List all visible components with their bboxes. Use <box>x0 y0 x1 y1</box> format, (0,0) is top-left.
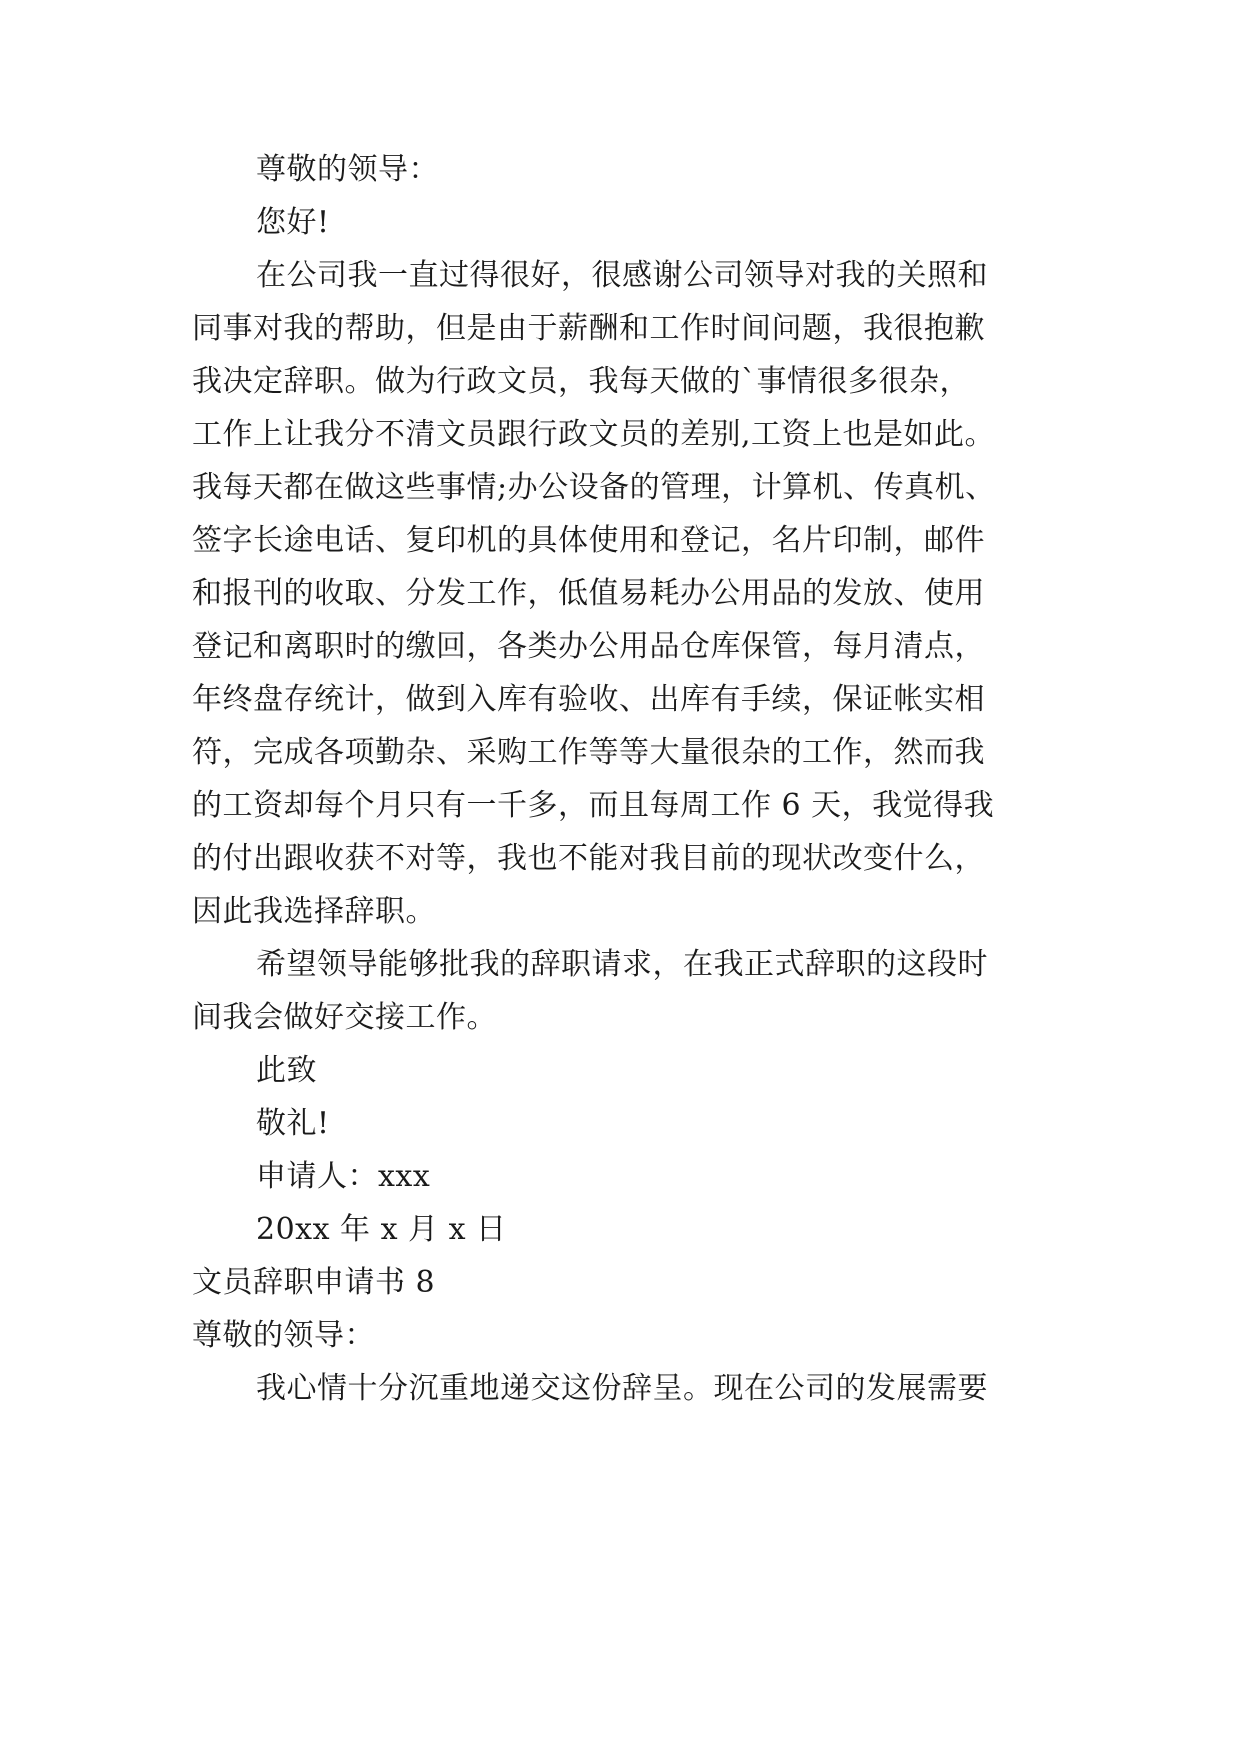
body-line: 同事对我的帮助，但是由于薪酬和工作时间问题，我很抱歉 <box>192 311 985 346</box>
body-line: 符，完成各项勤杂、采购工作等等大量很杂的工作，然而我 <box>192 735 985 770</box>
closing-line: 此致 <box>256 1053 317 1088</box>
body-line: 因此我选择辞职。 <box>192 894 436 929</box>
greeting: 您好! <box>256 205 330 240</box>
body-line: 工作上让我分不清文员跟行政文员的差别,工资上也是如此。 <box>192 417 996 452</box>
body-line: 签字长途电话、复印机的具体使用和登记，名片印制，邮件 <box>192 523 985 558</box>
body-line: 年终盘存统计，做到入库有验收、出库有手续，保证帐实相 <box>192 682 985 717</box>
salutation: 尊敬的领导： <box>192 1318 375 1353</box>
date-line: 20xx 年 x 月 x 日 <box>256 1212 507 1247</box>
body-line: 希望领导能够批我的辞职请求，在我正式辞职的这段时 <box>256 947 988 982</box>
body-line: 间我会做好交接工作。 <box>192 1000 497 1035</box>
body-line: 登记和离职时的缴回，各类办公用品仓库保管，每月清点， <box>192 629 985 664</box>
body-line: 的工资却每个月只有一千多，而且每周工作 6 天，我觉得我 <box>192 788 995 823</box>
applicant-line: 申请人：xxx <box>256 1159 431 1194</box>
body-line: 的付出跟收获不对等，我也不能对我目前的现状改变什么， <box>192 841 985 876</box>
body-line: 在公司我一直过得很好，很感谢公司领导对我的关照和 <box>256 258 988 293</box>
body-line: 和报刊的收取、分发工作，低值易耗办公用品的发放、使用 <box>192 576 985 611</box>
salutation: 尊敬的领导： <box>256 152 439 187</box>
section-heading: 文员辞职申请书 8 <box>192 1265 436 1300</box>
closing-regards: 敬礼! <box>256 1106 330 1141</box>
body-line: 我心情十分沉重地递交这份辞呈。现在公司的发展需要 <box>256 1371 988 1406</box>
body-line: 我决定辞职。做为行政文员，我每天做的`事情很多很杂， <box>192 364 970 399</box>
body-line: 我每天都在做这些事情;办公设备的管理，计算机、传真机、 <box>192 470 996 505</box>
